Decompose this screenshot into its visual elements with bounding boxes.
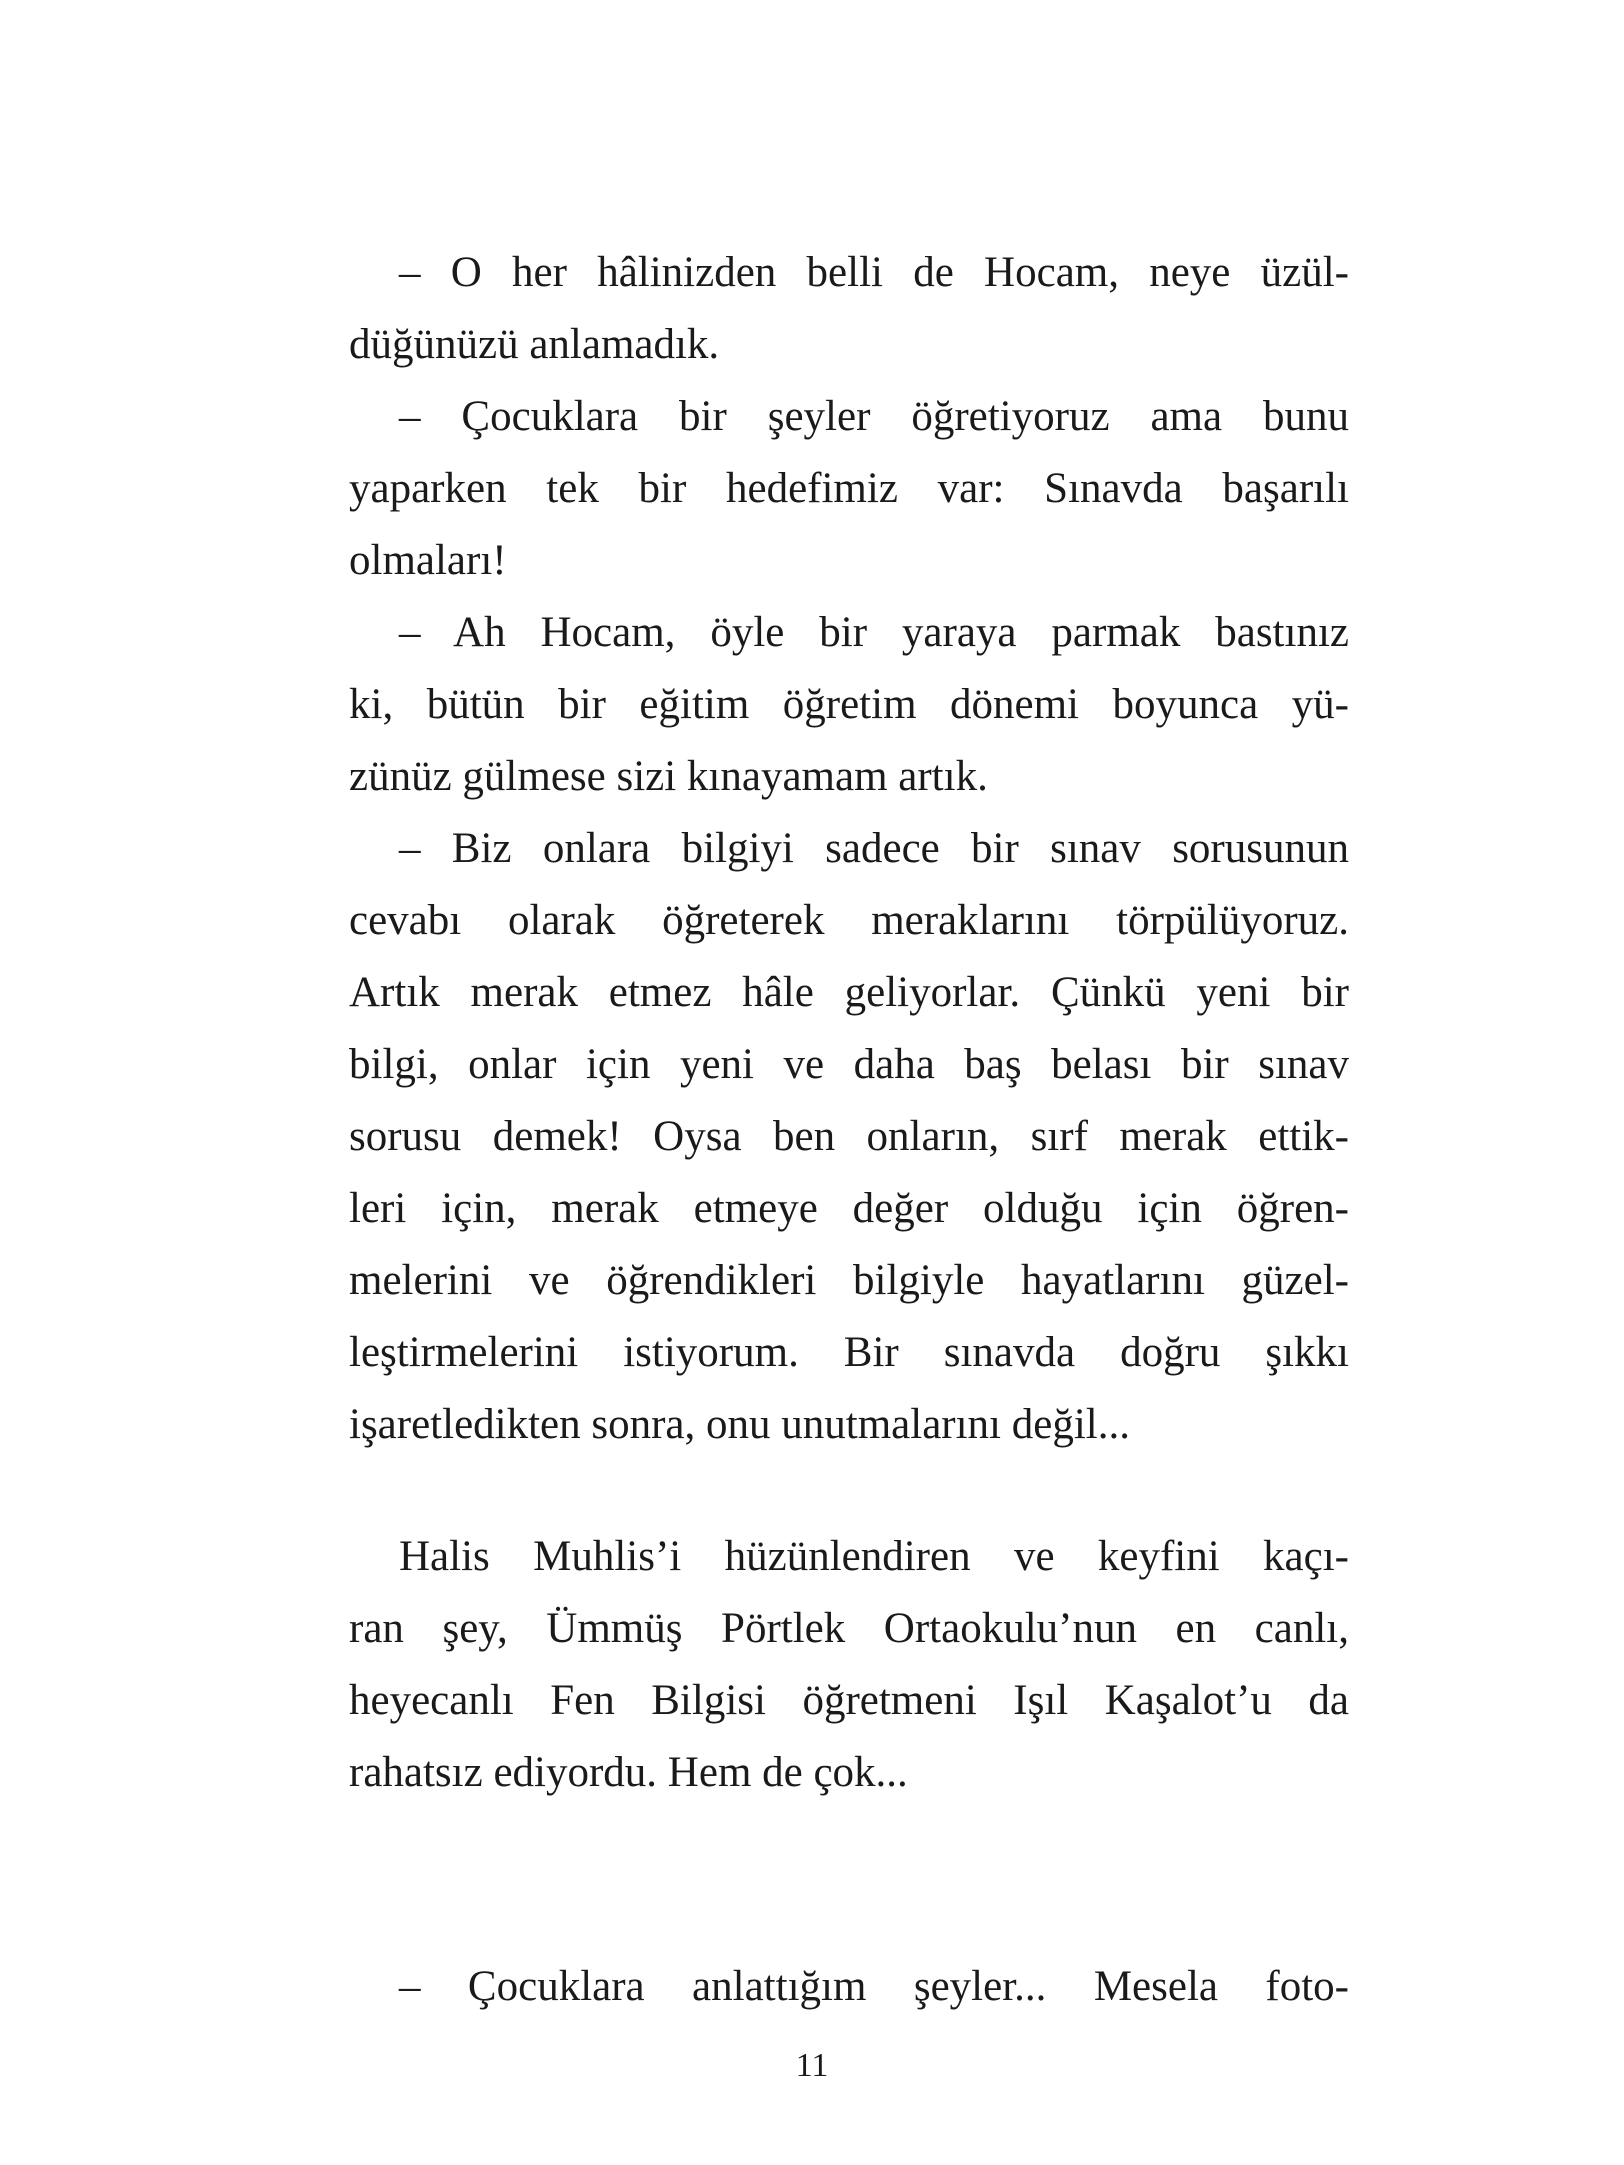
text-line: – O her hâlinizden belli de Hocam, neye üzül- [399, 249, 1349, 296]
text-line: zünüz gülmese sizi kınayamam artık. [349, 753, 988, 800]
text-line: yaparken tek bir hedefimiz var: Sınavda başarılı [349, 465, 1349, 512]
text-line: sorusu demek! Oysa ben onların, sırf merak ettik- [349, 1113, 1349, 1160]
paragraph-4 [349, 813, 1349, 1461]
text-line: – Çocuklara anlattığım şeyler... Mesela foto- [399, 1963, 1349, 2010]
text-line: heyecanlı Fen Bilgisi öğretmeni Işıl Kaşalot’u da [349, 1677, 1349, 1724]
text-line: ki, bütün bir eğitim öğretim dönemi boyunca yü- [349, 681, 1349, 728]
text-line: ran şey, Ümmüş Pörtlek Ortaokulu’nun en canlı, [349, 1605, 1349, 1652]
text-line: leştirmelerini istiyorum. Bir sınavda doğru şıkkı [349, 1329, 1349, 1376]
text-line: melerini ve öğrendikleri bilgiyle hayatlarını güzel- [349, 1257, 1349, 1304]
text-line: cevabı olarak öğreterek meraklarını törpülüyoruz. [349, 897, 1349, 944]
page-number: 11 [795, 2047, 829, 2084]
dialogue-continuation [349, 1951, 1349, 2023]
paragraph-6 [349, 1951, 1349, 2023]
text-line: olmaları! [349, 537, 507, 584]
text-line: – Biz onlara bilgiyi sadece bir sınav sorusunun [399, 825, 1349, 872]
paragraph-3 [349, 597, 1349, 813]
paragraph-5 [349, 1521, 1349, 1809]
paragraph-2 [349, 381, 1349, 597]
text-line: leri için, merak etmeye değer olduğu için öğren- [349, 1185, 1349, 1232]
text-line: düğünüzü anlamadık. [349, 321, 720, 368]
text-line: Halis Muhlis’i hüzünlendiren ve keyfini kaçı- [399, 1533, 1349, 1580]
paragraph-1 [349, 237, 1349, 381]
narrative-section [349, 1521, 1349, 1809]
text-line: – Çocuklara bir şeyler öğretiyoruz ama bunu [399, 393, 1349, 440]
dialogue-section [349, 237, 1349, 1461]
text-line: Artık merak etmez hâle geliyorlar. Çünkü yeni bir [349, 969, 1349, 1016]
text-line: bilgi, onlar için yeni ve daha baş belası bir sınav [349, 1041, 1349, 1088]
text-line: işaretledikten sonra, onu unutmalarını değil... [349, 1401, 1130, 1448]
text-line: rahatsız ediyordu. Hem de çok... [349, 1749, 908, 1796]
text-line: – Ah Hocam, öyle bir yaraya parmak bastınız [399, 609, 1349, 656]
